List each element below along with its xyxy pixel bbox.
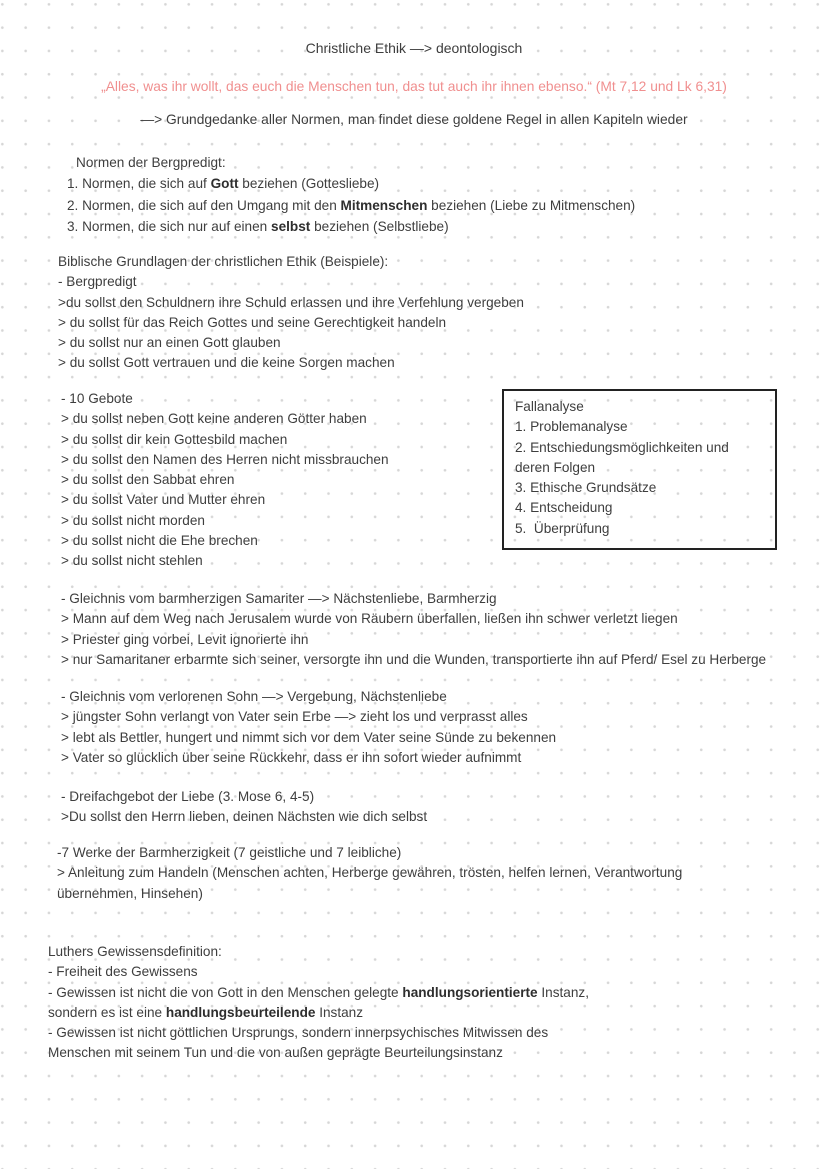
- text-line: Fallanalyse: [515, 399, 584, 414]
- text-line: >Du sollst den Herrn lieben, deinen Nächsten wie dich selbst: [61, 809, 428, 825]
- text-line: - 10 Gebote: [61, 391, 133, 406]
- section-luthers-gewissensdefinition: [48, 942, 589, 1064]
- text-line: - Dreifachgebot der Liebe (3. Mose 6, 4-5): [61, 789, 315, 804]
- subtitle: [0, 111, 828, 129]
- text-line: > Mann auf dem Weg nach Jerusalem wurde von Räubern überfallen, ließen ihn schwer verletzt liegen: [61, 611, 678, 627]
- golden-rule-quote: [0, 78, 828, 96]
- text-line: 3. Normen, die sich nur auf einen selbst beziehen (Selbstliebe): [67, 219, 449, 235]
- text-line: > Priester ging vorbei, Levit ignorierte ihn: [61, 631, 309, 647]
- text-line: 2. Entschiedungsmöglichkeiten und: [515, 439, 729, 455]
- text-line: > jüngster Sohn verlangt von Vater sein Erbe —> zieht los und verprasst alles: [61, 709, 528, 725]
- text-line: -7 Werke der Barmherzigkeit (7 geistliche und 7 leibliche): [57, 845, 402, 860]
- fallanalyse-box: [502, 389, 777, 550]
- subtitle-text: —> Grundgedanke aller Normen, man findet diese goldene Regel in allen Kapiteln wieder: [140, 112, 688, 127]
- text-line: > du sollst Gott vertrauen und die keine Sorgen machen: [58, 355, 395, 371]
- text-line: Luthers Gewissensdefinition:: [48, 944, 222, 959]
- text-line: - Freiheit des Gewissens: [48, 964, 198, 980]
- text-line: > lebt als Bettler, hungert und nimmt sich vor dem Vater seine Sünde zu bekennen: [61, 729, 557, 745]
- text-line: > Vater so glücklich über seine Rückkehr, dass er ihn sofort wieder aufnimmt: [61, 749, 522, 765]
- section-zehn-gebote: [61, 389, 389, 572]
- section-dreifachgebot: [61, 787, 427, 828]
- text-line: - Bergpredigt: [58, 274, 137, 290]
- text-line: - Gewissen ist nicht göttlichen Ursprungs, sondern innerpsychisches Mitwissen des: [48, 1025, 549, 1041]
- text-line: 1. Problemanalyse: [515, 419, 628, 435]
- text-line: 1. Normen, die sich auf Gott beziehen (Gottesliebe): [67, 176, 380, 192]
- text-line: > du sollst Vater und Mutter ehren: [61, 492, 266, 508]
- text-line: übernehmen, Hinsehen): [57, 885, 203, 901]
- text-line: Biblische Grundlagen der christlichen Ethik (Beispiele):: [58, 254, 389, 269]
- section-normen-der-bergpredigt: [67, 152, 635, 238]
- text-line: - Gleichnis vom barmherzigen Samariter —> Nächstenliebe, Barmherzig: [61, 591, 497, 606]
- text-line: 5. Überprüfung: [515, 520, 610, 536]
- text-line: > du sollst nicht stehlen: [61, 553, 203, 569]
- text-line: deren Folgen: [515, 459, 596, 475]
- text-line: 4. Entscheidung: [515, 500, 613, 516]
- text-line: > nur Samaritaner erbarmte sich seiner, versorgte ihn und die Wunden, transportierte ihn auf Pferd/ Esel zu Herberge: [61, 651, 767, 667]
- section-gleichnis-samariter: [61, 589, 766, 670]
- text-line: > du sollst nicht morden: [61, 512, 205, 528]
- text-line: - Gewissen ist nicht die von Gott in den Menschen gelegte handlungsorientierte Instanz,: [48, 984, 589, 1000]
- text-line: 3. Ethische Grundsätze: [515, 480, 657, 496]
- text-line: 2. Normen, die sich auf den Umgang mit den Mitmenschen beziehen (Liebe zu Mitmenschen): [67, 197, 636, 213]
- section-gleichnis-verlorener-sohn: [61, 687, 556, 768]
- text-line: > du sollst nicht die Ehe brechen: [61, 533, 258, 549]
- quote-text: „Alles, was ihr wollt, das euch die Menschen tun, das tut auch ihr ihnen ebenso.“ (Mt 7,12 und Lk 6,31): [101, 79, 727, 94]
- text-line: > du sollst den Sabbat ehren: [61, 472, 235, 488]
- text-line: > du sollst für das Reich Gottes und seine Gerechtigkeit handeln: [58, 314, 447, 330]
- text-line: > Anleitung zum Handeln (Menschen achten, Herberge gewähren, trösten, helfen lernen, Verantwortung: [57, 865, 683, 881]
- section-biblische-grundlagen: [58, 252, 524, 374]
- text-line: > du sollst nur an einen Gott glauben: [58, 335, 281, 351]
- text-line: Menschen mit seinem Tun und die von außen geprägte Beurteilungsinstanz: [48, 1045, 503, 1061]
- text-line: - Gleichnis vom verlorenen Sohn —> Vergebung, Nächstenliebe: [61, 689, 447, 704]
- text-line: >du sollst den Schuldnern ihre Schuld erlassen und ihre Verfehlung vergeben: [58, 294, 524, 310]
- text-line: > du sollst den Namen des Herren nicht missbrauchen: [61, 451, 389, 467]
- text-line: sondern es ist eine handlungsbeurteilende Instanz: [48, 1004, 364, 1020]
- text-line: > du sollst neben Gott keine anderen Götter haben: [61, 411, 367, 427]
- text-line: > du sollst dir kein Gottesbild machen: [61, 431, 288, 447]
- title-text: Christliche Ethik —> deontologisch: [305, 40, 523, 56]
- text-line: Normen der Bergpredigt:: [76, 155, 226, 170]
- page-title: [0, 39, 828, 57]
- section-werke-der-barmherzigkeit: [57, 843, 682, 904]
